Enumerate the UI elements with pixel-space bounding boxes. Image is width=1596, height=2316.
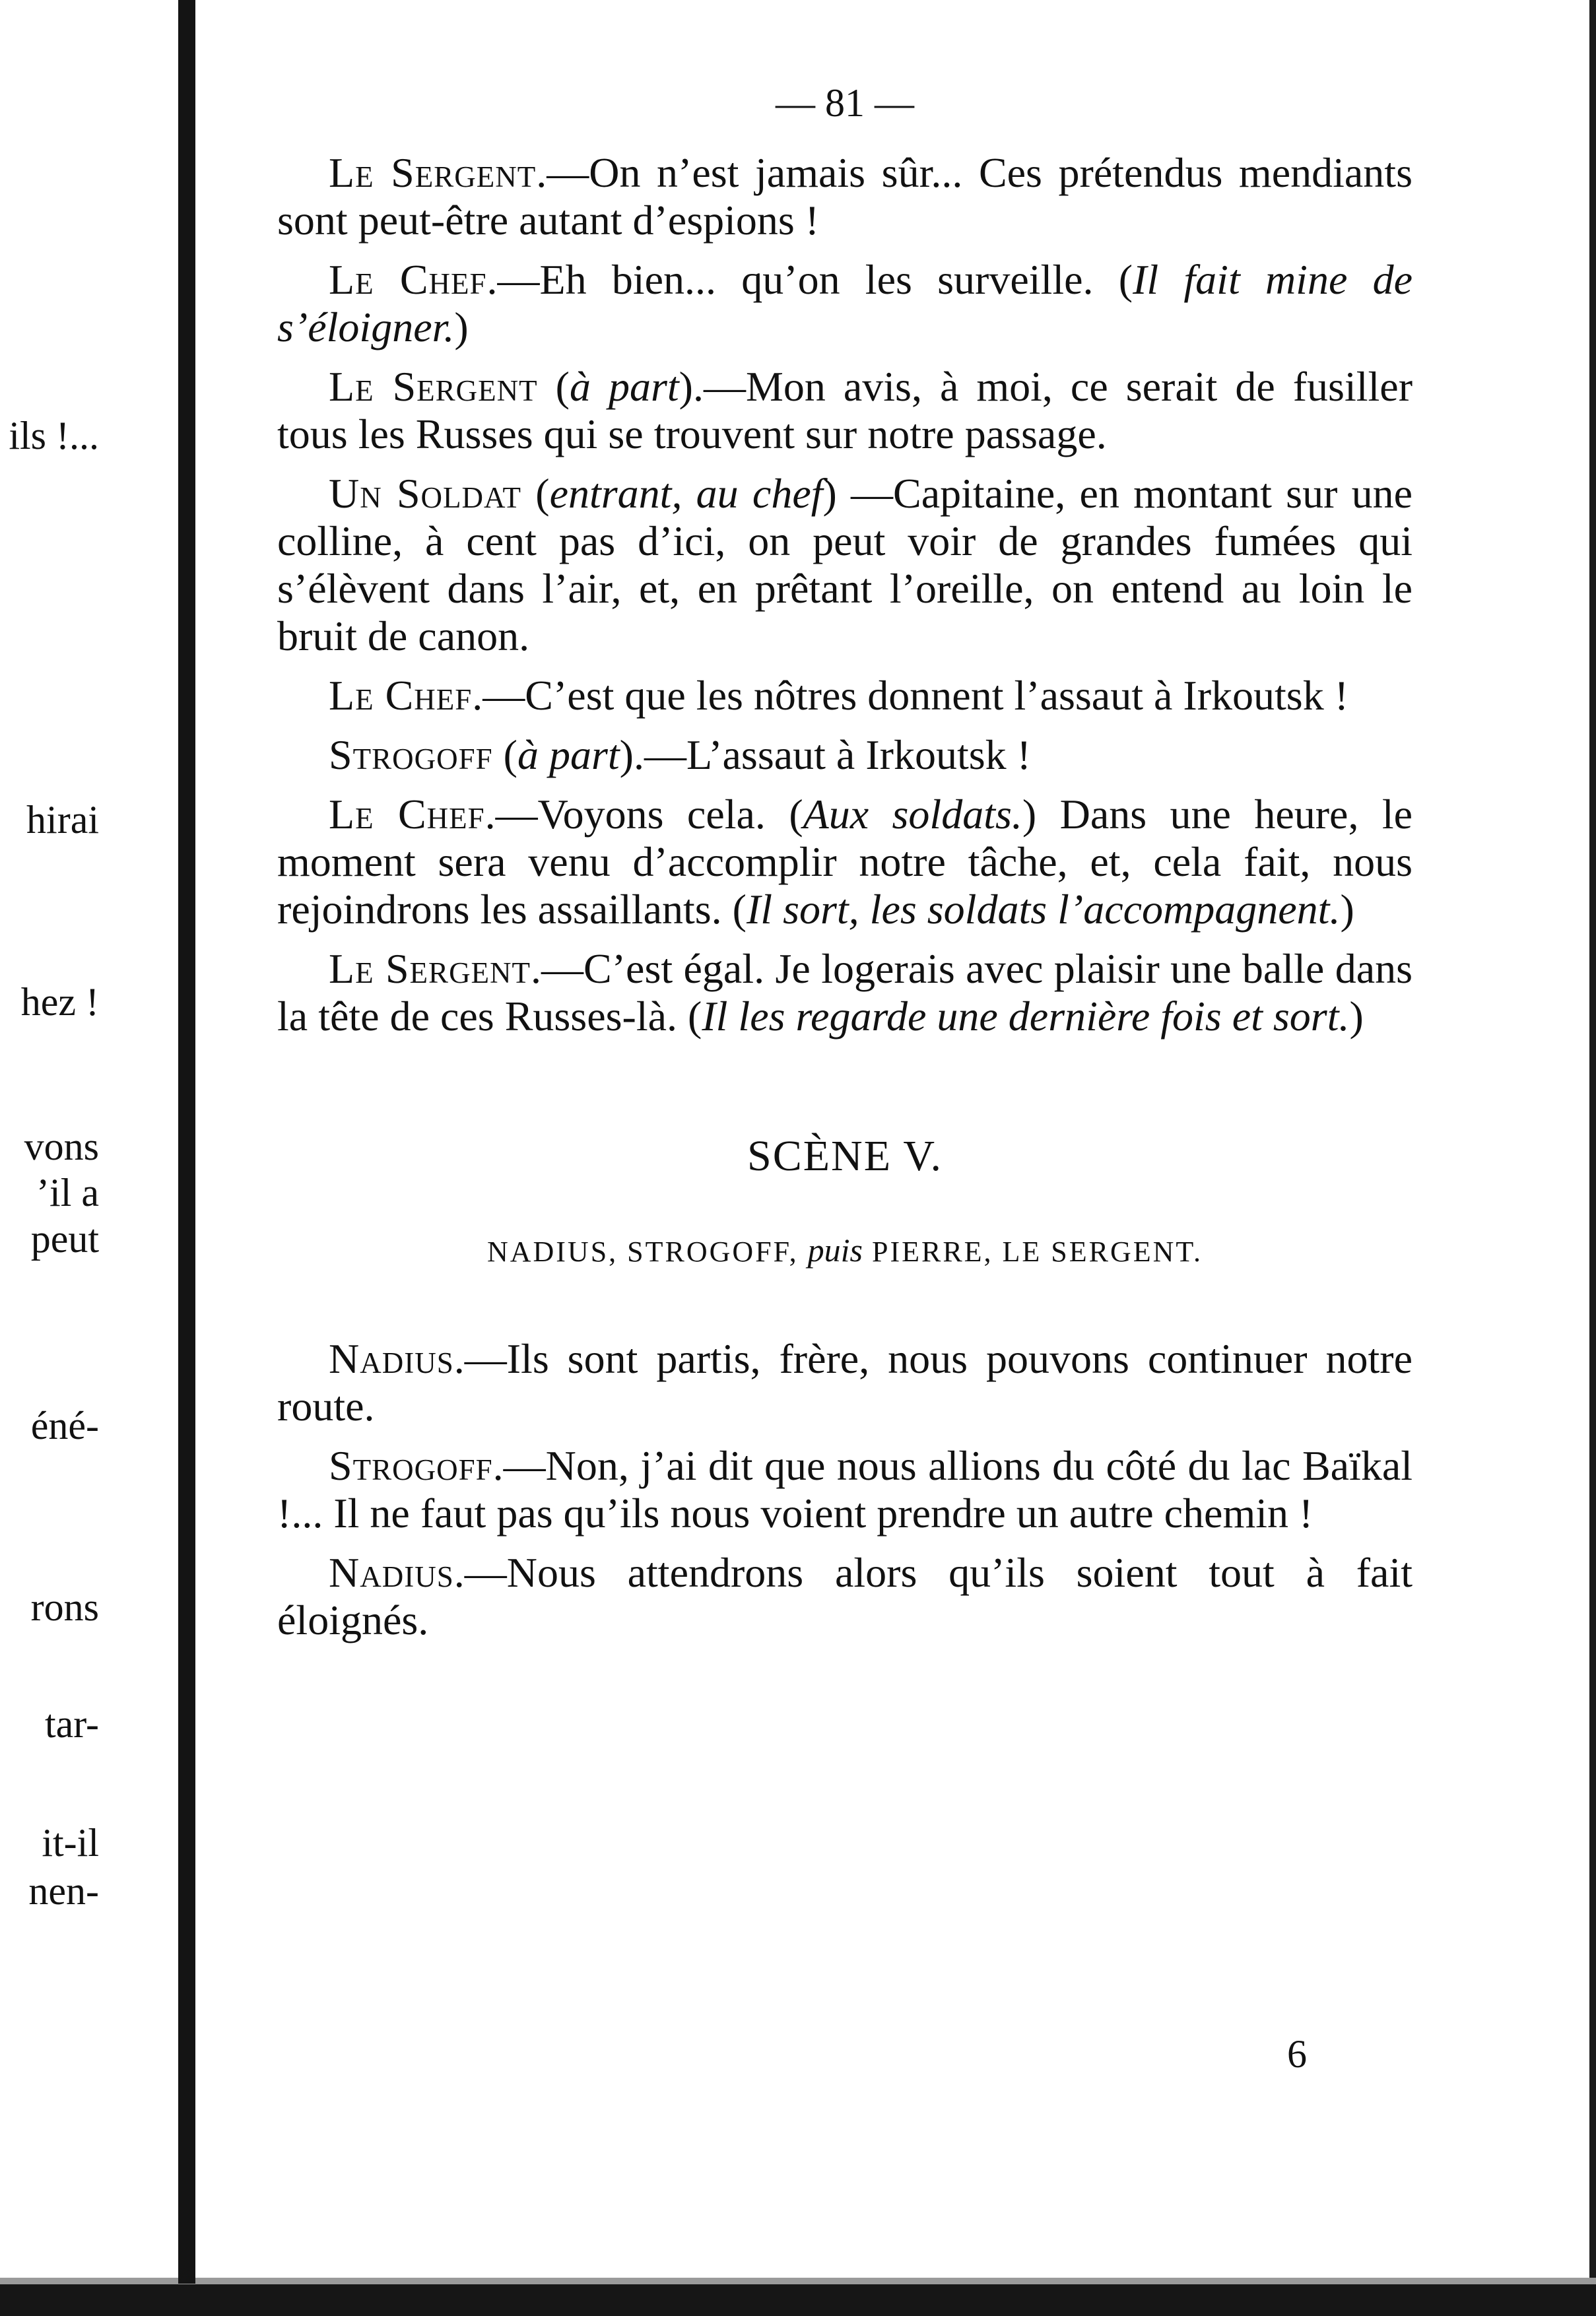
speaker-name: Le Chef xyxy=(329,256,487,303)
speaker-name: Nadius xyxy=(329,1335,454,1382)
speaker-name: Strogoff xyxy=(329,1442,493,1489)
speech-text: ).—L’assaut à Irkoutsk ! xyxy=(619,731,1031,778)
speaker-name: Un Soldat xyxy=(329,470,522,517)
stage-direction: Aux soldats. xyxy=(803,791,1022,838)
prev-fragment: peut xyxy=(30,1217,99,1261)
speech-text: NADIUS, STROGOFF, xyxy=(486,1236,808,1268)
speech-text: ) Dans une heure, le moment sera venu d’accomplir notre tâche, et, cela fait, nous rejoindrons les assaillants. ( xyxy=(277,791,1413,933)
speaker-name: Nadius xyxy=(329,1549,454,1596)
speech-text: ).—Mon avis, à moi, ce serait de fusiller tous les Russes qui se trouvent sur notre passage. xyxy=(277,363,1413,457)
scan-edge-bottom-gray xyxy=(0,2278,1596,2284)
speech-text: ) xyxy=(1349,993,1364,1040)
stage-direction: Il les regarde une dernière fois et sort. xyxy=(702,993,1350,1040)
speech-text: .—Eh bien... qu’on les surveille. ( xyxy=(486,256,1133,303)
dialogue-paragraph xyxy=(277,363,1413,458)
dialogue-paragraph xyxy=(277,672,1413,719)
speech-text: .—Voyons cela. ( xyxy=(484,791,803,838)
scene-dialogue-block xyxy=(277,1335,1413,1644)
scene-cast xyxy=(277,1226,1413,1276)
dialogue-paragraph xyxy=(277,731,1413,779)
dialogue-block xyxy=(277,149,1413,1040)
speaker-name: Strogoff xyxy=(329,731,493,778)
dialogue-paragraph xyxy=(277,1549,1413,1644)
speaker-name: Le Sergent xyxy=(329,363,538,410)
stage-direction: Il sort, les soldats l’accompagnent. xyxy=(746,886,1341,933)
speech-text: ) xyxy=(1340,886,1354,933)
stage-direction: puis xyxy=(807,1232,863,1269)
dialogue-paragraph xyxy=(277,470,1413,660)
speaker-name: Le Sergent xyxy=(329,945,531,992)
prev-fragment: éné- xyxy=(30,1404,99,1447)
scan-edge-right xyxy=(1589,0,1596,2316)
dialogue-paragraph xyxy=(277,945,1413,1040)
prev-fragment: vons xyxy=(24,1125,99,1168)
previous-page-edge xyxy=(0,0,173,2284)
speaker-name: Le Chef xyxy=(329,791,485,838)
speech-text: ) —Capitaine, en montant sur une colline, à cent pas d’ici, on peut voir de grandes fumées qui s’élèvent dans l’air, et, en prêtant l’oreille, on entend au loin le bruit de canon. xyxy=(277,470,1413,659)
dialogue-paragraph xyxy=(277,791,1413,933)
dialogue-paragraph xyxy=(277,1335,1413,1430)
speech-text: ) xyxy=(454,304,469,350)
speech-text: ( xyxy=(521,470,550,517)
speech-text: ( xyxy=(492,731,517,778)
book-gutter xyxy=(178,0,195,2284)
stage-direction: Il fait mine de s’éloigner. xyxy=(277,256,1413,350)
speech-text: .—Nous attendrons alors qu’ils soient tout à fait éloignés. xyxy=(277,1549,1413,1643)
speech-text: .—On n’est jamais sûr... Ces prétendus mendiants sont peut-être autant d’espions ! xyxy=(277,149,1413,244)
speech-text: .—Ils sont partis, frère, nous pouvons continuer notre route. xyxy=(277,1335,1413,1430)
page-number: — 81 — xyxy=(776,81,914,125)
speech-text: PIERRE, LE SERGENT. xyxy=(862,1236,1203,1268)
scan-edge-bottom xyxy=(0,2284,1596,2316)
prev-fragment: ils !... xyxy=(9,414,99,457)
signature-mark: 6 xyxy=(1287,2032,1307,2076)
stage-direction: entrant, au chef xyxy=(549,470,823,517)
speaker-name: Le Sergent xyxy=(329,149,537,196)
dialogue-paragraph xyxy=(277,149,1413,244)
speech-text: .—Non, j’ai dit que nous allions du côté du lac Baïkal !... Il ne faut pas qu’ils nous voient prendre un autre chemin ! xyxy=(277,1442,1413,1537)
stage-direction: à part xyxy=(569,363,679,410)
book-page xyxy=(277,79,1413,1656)
speaker-name: Le Chef xyxy=(329,672,473,719)
scene-title: SCÈNE V. xyxy=(747,1132,943,1180)
stage-direction: à part xyxy=(517,731,620,778)
speech-text: .—C’est que les nôtres donnent l’assaut à Irkoutsk ! xyxy=(472,672,1348,719)
prev-fragment: rons xyxy=(30,1585,99,1629)
prev-fragment: nen- xyxy=(28,1869,99,1913)
prev-fragment: hez ! xyxy=(20,980,99,1024)
speech-text: ( xyxy=(537,363,570,410)
prev-fragment: hirai xyxy=(26,798,99,842)
speech-text: .—C’est égal. Je logerais avec plaisir une balle dans la tête de ces Russes-là. ( xyxy=(277,945,1413,1040)
dialogue-paragraph xyxy=(277,256,1413,351)
prev-fragment: tar- xyxy=(44,1702,99,1746)
prev-fragment: ’il a xyxy=(36,1171,99,1214)
prev-fragment: it-il xyxy=(42,1821,99,1865)
dialogue-paragraph xyxy=(277,1442,1413,1537)
